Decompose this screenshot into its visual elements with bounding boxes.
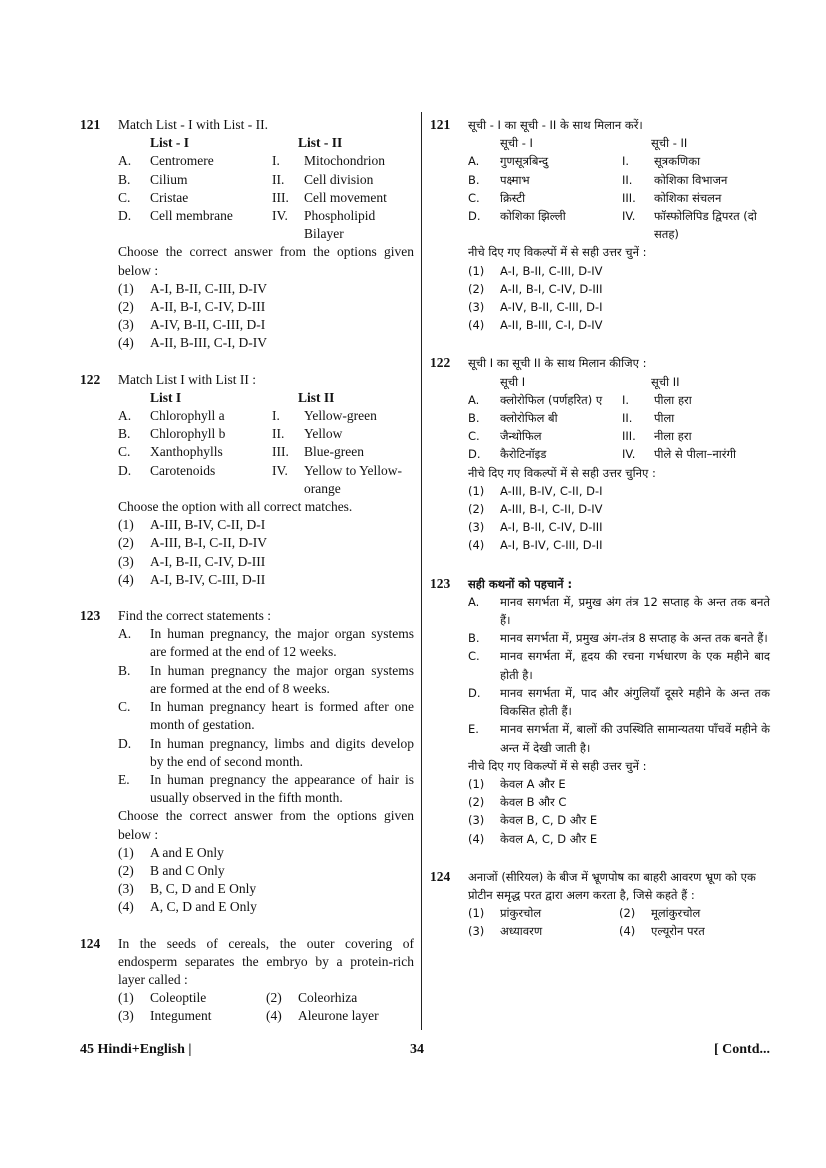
option[interactable]: (3) A-I, B-II, C-IV, D-III <box>118 553 266 569</box>
list2-head: List - II <box>298 135 343 151</box>
question-number: 121 <box>430 117 451 132</box>
option[interactable]: (2) A-III, B-I, C-II, D-IV <box>468 502 603 517</box>
option[interactable]: (1) A-I, B-II, C-III, D-IV <box>118 280 267 296</box>
option[interactable]: (1) A-III, B-IV, C-II, D-I <box>468 483 603 498</box>
list2-head: सूची - II <box>651 136 688 151</box>
instruction: नीचे दिए गए विकल्पों में से सही उत्तर चुनें : <box>468 758 647 773</box>
question-stem: सूची - I का सूची - II के साथ मिलान करें। <box>468 118 643 132</box>
option[interactable]: (4) A-I, B-IV, C-III, D-II <box>118 571 266 587</box>
option[interactable]: (2) A-III, B-I, C-II, D-IV <box>118 535 267 551</box>
question-121-en <box>80 116 414 353</box>
option[interactable]: (4) A-I, B-IV, C-III, D-II <box>468 538 603 553</box>
statement: A. In human pregnancy, the major organ systems are formed at the end of 12 weeks. <box>118 626 414 660</box>
question-number: 123 <box>430 575 451 591</box>
english-column <box>80 112 414 1026</box>
question-number: 124 <box>80 935 101 951</box>
option[interactable]: (4) A-II, B-III, C-I, D-IV <box>468 318 603 333</box>
question-number: 122 <box>80 371 101 387</box>
instruction: नीचे दिए गए विकल्पों में से सही उत्तर चुनिए : <box>468 465 656 480</box>
option[interactable]: (1) A and E Only <box>118 844 224 860</box>
statement: C. In human pregnancy heart is formed after one month of gestation. <box>118 699 414 733</box>
question-124-en <box>80 935 414 1026</box>
instruction: Choose the option with all correct matches. <box>118 499 353 515</box>
match-row: A. क्लोरोफिल (पर्णहरित) ए I. पीला हरा <box>468 392 692 407</box>
option[interactable]: (1) A-I, B-II, C-III, D-IV <box>468 263 603 278</box>
list1-head: List - I <box>150 135 190 151</box>
paper-code: 45 Hindi+English | <box>80 1042 192 1057</box>
statement: A. मानव सगर्भता में, प्रमुख अंग तंत्र 12 सप्ताह के अन्त तक बनते हैं। <box>468 594 770 628</box>
option[interactable]: (3) B, C, D and E Only <box>118 881 257 897</box>
match-row: D. Carotenoids IV. Yellow to Yellow-orange <box>118 462 403 496</box>
option[interactable]: (3) A-IV, B-II, C-III, D-I <box>468 300 603 315</box>
match-row: C. जैन्थोफिल III. नीला हरा <box>468 429 692 444</box>
option[interactable]: (4) A-II, B-III, C-I, D-IV <box>118 335 267 351</box>
option[interactable]: (2) केवल B और C <box>468 795 567 810</box>
page-footer <box>80 1042 770 1062</box>
option[interactable]: (1) A-III, B-IV, C-II, D-I <box>118 517 266 533</box>
instruction: Choose the correct answer from the options given below : <box>118 244 414 278</box>
match-row: C. क्रिस्टी III. कोशिका संचलन <box>468 190 722 205</box>
statement: B. In human pregnancy the major organ systems are formed at the end of 8 weeks. <box>118 662 414 696</box>
statement: D. In human pregnancy, limbs and digits develop by the end of second month. <box>118 735 414 769</box>
question-number: 123 <box>80 608 101 624</box>
list1-head: सूची - I <box>500 136 533 151</box>
match-row: B. Cilium II. Cell division <box>118 171 374 187</box>
statement: E. In human pregnancy the appearance of hair is usually observed in the fifth month. <box>118 771 414 806</box>
match-row: B. पक्ष्माभ II. कोशिका विभाजन <box>468 172 728 187</box>
question-stem: Match List I with List II : <box>118 371 256 387</box>
match-row: A. Chlorophyll a I. Yellow-green <box>118 408 377 424</box>
question-stem: Find the correct statements : <box>118 608 271 624</box>
question-121-hi <box>430 116 770 334</box>
match-row: B. क्लोरोफिल बी II. पीला <box>468 411 675 426</box>
statement: C. मानव सगर्भता में, हृदय की रचना गर्भधारण के एक महीने बाद होती है। <box>468 649 770 682</box>
column-divider <box>421 112 422 1030</box>
list2-head: सूची II <box>651 374 680 389</box>
page-number: 34 <box>410 1042 424 1057</box>
question-number: 124 <box>430 868 451 884</box>
match-row: C. Cristae III. Cell movement <box>118 189 387 205</box>
option[interactable]: (2) A-II, B-I, C-IV, D-III <box>468 281 603 296</box>
instruction: नीचे दिए गए विकल्पों में से सही उत्तर चुनें : <box>468 245 647 260</box>
question-stem: सूची I का सूची II के साथ मिलान कीजिए : <box>468 356 647 371</box>
option[interactable]: (4) केवल A, C, D और E <box>468 831 598 846</box>
list1-head: List I <box>150 389 182 405</box>
question-stem: अनाजों (सीरियल) के बीज में भ्रूणपोष का बाहरी आवरण भ्रूण को एक प्रोटीन समृद्ध परत द्वारा अलग करता है, जिसे कहते हैं : <box>468 869 756 902</box>
hindi-column <box>430 112 770 941</box>
statement: E. मानव सगर्भता में, बालों की उपस्थिति सामान्यतया पाँचवें महीने के अन्त में देखी जाती है। <box>468 722 770 755</box>
match-row: A. गुणसूत्रबिन्दु I. सूत्रकणिका <box>468 154 701 169</box>
list1-head: सूची I <box>500 374 526 389</box>
option[interactable]: (2) A-II, B-I, C-IV, D-III <box>118 299 266 315</box>
question-123-en <box>80 607 414 916</box>
question-122-hi <box>430 354 770 554</box>
question-stem: In the seeds of cereals, the outer covering of endosperm separates the embryo by a protein-rich layer called : <box>118 935 414 987</box>
statement: D. मानव सगर्भता में, पाद और अंगुलियाँ दूसरे महीने के अन्त तक विकसित होती हैं। <box>468 685 770 719</box>
match-row: B. Chlorophyll b II. Yellow <box>118 426 343 442</box>
match-row: D. Cell membrane IV. Phospholipid Bilayer <box>118 208 376 242</box>
question-124-hi <box>430 868 770 941</box>
match-row: D. कोशिका झिल्ली IV. फॉस्फोलिपिड द्विपरत (दो सतह) <box>468 209 757 242</box>
list-headers <box>118 134 414 152</box>
option-row[interactable]: (1) प्रांकुरचोल (2) मूलांकुरचोल <box>468 906 701 921</box>
question-123-hi <box>430 575 770 848</box>
list-headers <box>118 389 414 407</box>
option[interactable]: (3) A-IV, B-II, C-III, D-I <box>118 317 266 333</box>
match-row: D. कैरोटिनॉइड IV. पीले से पीला–नारंगी <box>468 447 736 462</box>
option[interactable]: (1) केवल A और E <box>468 776 566 791</box>
match-row: A. Centromere I. Mitochondrion <box>118 153 385 169</box>
option[interactable]: (3) A-I, B-II, C-IV, D-III <box>468 520 603 535</box>
list2-head: List II <box>298 389 335 405</box>
option-row[interactable]: (1) Coleoptile (2) Coleorhiza <box>118 990 358 1006</box>
contd-label: [ Contd... <box>713 1042 770 1057</box>
option[interactable]: (2) B and C Only <box>118 862 225 878</box>
question-stem: Match List - I with List - II. <box>118 117 268 132</box>
option[interactable]: (4) A, C, D and E Only <box>118 899 257 915</box>
question-stem: सही कथनों को पहचानें : <box>468 576 573 591</box>
statement: B. मानव सगर्भता में, प्रमुख अंग-तंत्र 8 सप्ताह के अन्त तक बनते हैं। <box>468 631 768 646</box>
match-row: C. Xanthophylls III. Blue-green <box>118 444 364 460</box>
list-headers <box>468 373 770 391</box>
list-headers <box>468 134 770 152</box>
question-number: 122 <box>430 355 451 371</box>
question-number: 121 <box>80 117 101 132</box>
option-row[interactable]: (3) Integument (4) Aleurone layer <box>118 1008 379 1024</box>
instruction: Choose the correct answer from the options given below : <box>118 808 414 842</box>
option[interactable]: (3) केवल B, C, D और E <box>468 813 598 828</box>
option-row[interactable]: (3) अध्यावरण (4) एल्यूरोन परत <box>468 924 705 939</box>
question-122-en <box>80 371 414 589</box>
